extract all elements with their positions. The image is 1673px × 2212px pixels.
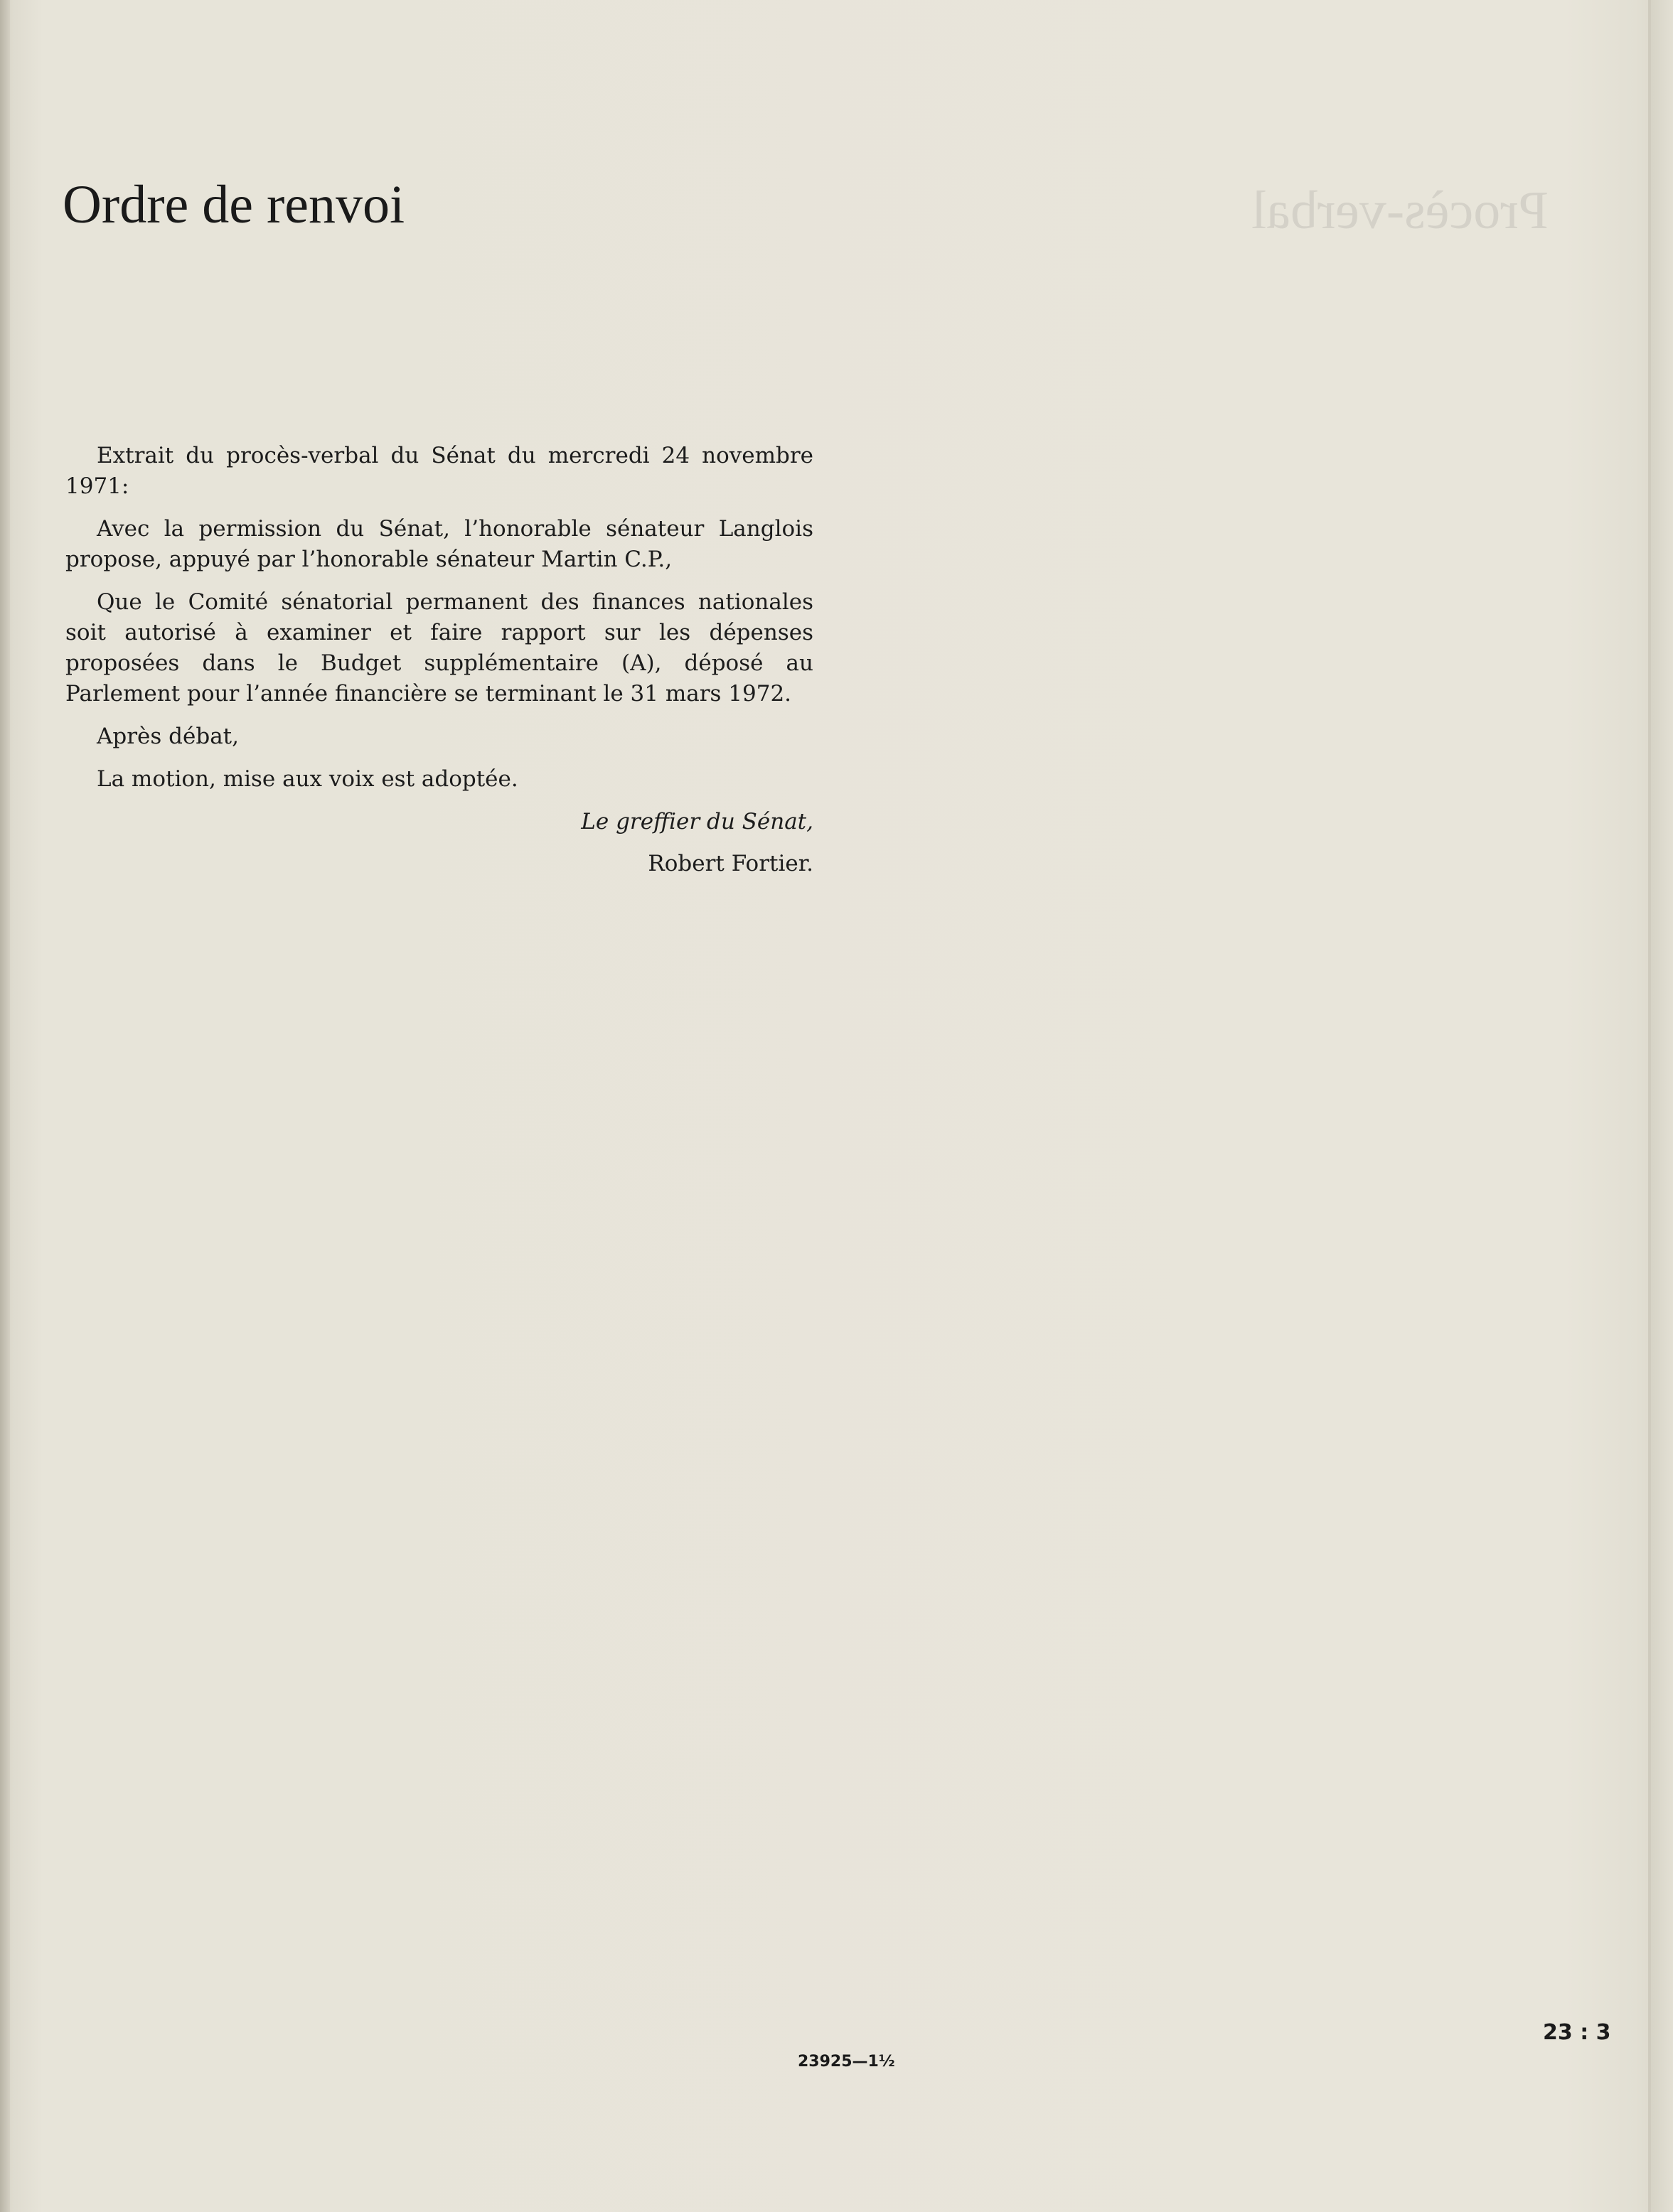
page-right-margin: [1651, 0, 1673, 2212]
page-title: Ordre de renvoi: [63, 175, 405, 235]
bleed-through-title: Procès-verbal: [1251, 181, 1549, 240]
extract-intro: Extrait du procès-verbal du Sénat du mercredi 24 novembre 1971:: [65, 443, 813, 499]
permission-paragraph: Avec la permission du Sénat, l’honorable sénateur Langlois propose, appuyé par l’honorable sénateur Martin C.P.,: [65, 516, 813, 572]
order-of-reference-text: [65, 441, 813, 879]
page-number: 23 : 3: [1543, 2020, 1611, 2045]
print-code: 23925—1½: [798, 2053, 895, 2071]
signatory-name: Robert Fortier.: [648, 851, 813, 876]
debate-line: Après débat,: [97, 724, 239, 749]
signature-block: [65, 807, 813, 879]
motion-paragraph: Que le Comité sénatorial permanent des finances nationales soit autorisé à examiner et faire rapport sur les dépenses proposées dans le Budget supplémentaire (A), déposé au Parlement pour l’année financière se terminant le 31 mars 1972.: [65, 589, 813, 707]
adoption-line: La motion, mise aux voix est adoptée.: [97, 766, 518, 792]
signatory-role: Le greffier du Sénat,: [581, 809, 813, 834]
page-binding-edge: [0, 0, 10, 2212]
